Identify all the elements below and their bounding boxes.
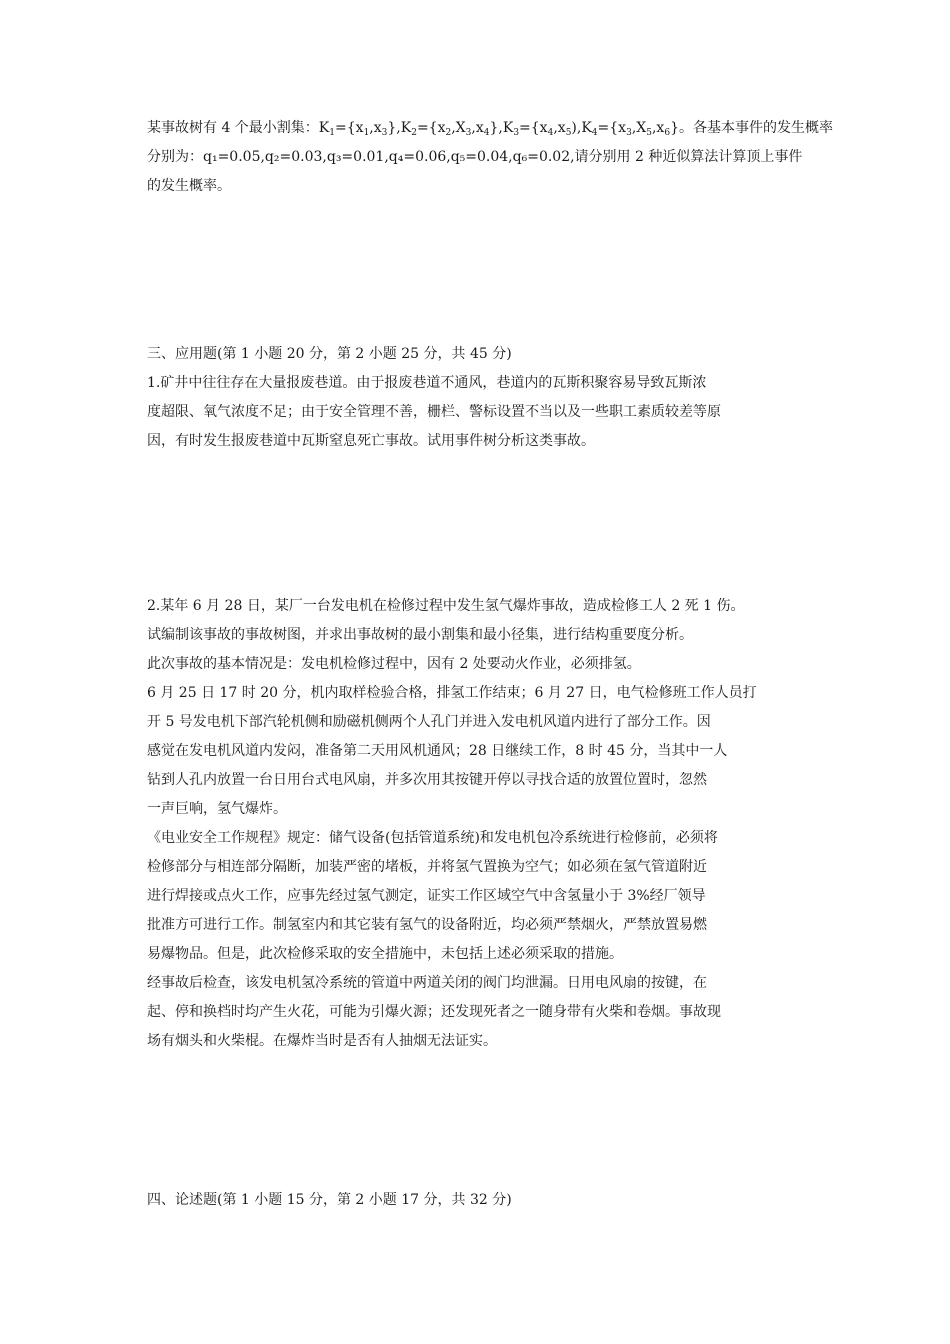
- text-run: ={x: [519, 120, 548, 136]
- q1-line: 因，有时发生报废巷道中瓦斯窒息死亡事故。试用事件树分析这类事故。: [147, 433, 595, 449]
- q2-line: 进行焊接或点火工作，应事先经过氢气测定，证实工作区域空气中含氢量小于 3%经厂领导: [147, 888, 706, 904]
- intro-line-1: [147, 114, 833, 143]
- q2-line: 《电业安全工作规程》规定：储气设备(包括管道系统)和发电机包冷系统进行检修前，必须将: [147, 830, 718, 846]
- q2-line: 此次事故的基本情况是：发电机检修过程中，因有 2 处要动火作业，必须排氢。: [147, 656, 641, 672]
- q2-line: 2.某年 6 月 28 日，某厂一台发电机在检修过程中发生氢气爆炸事故，造成检修工人 2 死 1 伤。: [147, 598, 745, 614]
- text-run: },K: [489, 120, 514, 136]
- text-run: ,x: [651, 120, 665, 136]
- subscript: 1: [329, 128, 336, 138]
- text-run: ,X: [631, 120, 647, 136]
- q2-line: 易爆物品。但是，此次检修采取的安全措施中，未包括上述必须采取的措施。: [147, 946, 623, 962]
- subscript: 2: [445, 128, 452, 138]
- text-run: 某事故树有 4 个最小割集：K: [147, 120, 330, 136]
- q2-line: 试编制该事故的事故树图，并求出事故树的最小割集和最小径集，进行结构重要度分析。: [147, 627, 693, 643]
- question-1: [147, 369, 819, 456]
- question-2: [147, 592, 819, 1056]
- subscript: 4: [547, 128, 554, 138]
- q1-line: 度超限、氧气浓度不足；由于安全管理不善，栅栏、警标设置不当以及一些职工素质较差等原: [147, 404, 721, 420]
- text-run: ={x: [416, 120, 446, 136]
- text-run: ),K: [571, 120, 592, 136]
- subscript: 4: [483, 128, 490, 138]
- subscript: 5: [565, 128, 572, 138]
- text-run: },K: [387, 120, 412, 136]
- q2-line: 感觉在发电机风道内发闷，准备第二天用风机通风；28 日继续工作，8 时 45 分，当其中一人: [147, 743, 728, 759]
- text-run: ,x: [369, 120, 382, 136]
- subscript: 3: [381, 128, 388, 138]
- subscript: 5: [646, 128, 652, 138]
- q2-line: 起、停和换档时均产生火花，可能为引爆火源；还发现死者之一随身带有火柴和卷烟。事故现: [147, 1004, 721, 1020]
- q2-line: 批准方可进行工作。制氢室内和其它装有氢气的设备附近，均必须严禁烟火，严禁放置易燃: [147, 917, 707, 933]
- text-run: }。各基本事件的发生概率: [670, 120, 833, 136]
- q2-line: 6 月 25 日 17 时 20 分，机内取样检验合格，排氢工作结束；6 月 27 日，电气检修班工作人员打: [147, 685, 757, 701]
- intro-line-3: 的发生概率。: [147, 178, 231, 194]
- subscript: 3: [465, 128, 472, 138]
- subscript: 4: [591, 128, 598, 138]
- text-run: ={x: [335, 120, 364, 136]
- q2-line: 钻到人孔内放置一台日用台式电风扇，并多次用其按键开停以寻找合适的放置位置时，忽然: [147, 772, 707, 788]
- subscript: 6: [664, 128, 671, 138]
- q2-line: 场有烟头和火柴棍。在爆炸当时是否有人抽烟无法证实。: [147, 1033, 497, 1049]
- q2-line: 一声巨响，氢气爆炸。: [147, 801, 287, 817]
- section-4-heading: 四、论述题(第 1 小题 15 分，第 2 小题 17 分，共 32 分): [147, 1192, 512, 1208]
- text-run: ={x: [597, 120, 627, 136]
- text-run: ,X: [451, 120, 466, 136]
- q1-line: 1.矿井中往往存在大量报废巷道。由于报废巷道不通风，巷道内的瓦斯积聚容易导致瓦斯浓: [147, 375, 707, 391]
- text-run: ,x: [553, 120, 566, 136]
- subscript: 3: [513, 128, 520, 138]
- q2-line: 开 5 号发电机下部汽轮机侧和励磁机侧两个人孔门并进入发电机风道内进行了部分工作。因: [147, 714, 711, 730]
- problem-intro: [147, 114, 833, 201]
- q2-line: 经事故后检查，该发电机氢冷系统的管道中两道关闭的阀门均泄漏。日用电风扇的按键，在: [147, 975, 707, 991]
- subscript: 1: [363, 128, 370, 138]
- subscript: 3: [626, 128, 632, 138]
- q2-line: 检修部分与相连部分隔断，加装严密的堵板，并将氢气置换为空气；如必须在氢气管道附近: [147, 859, 707, 875]
- section-3-heading: 三、应用题(第 1 小题 20 分，第 2 小题 25 分，共 45 分): [147, 346, 512, 362]
- text-run: ,x: [471, 120, 484, 136]
- intro-line-2: 分别为：q₁=0.05,q₂=0.03,q₃=0.01,q₄=0.06,q₅=0.04,q₆=0.02,请分别用 2 种近似算法计算顶上事件: [147, 149, 803, 165]
- subscript: 2: [411, 128, 417, 138]
